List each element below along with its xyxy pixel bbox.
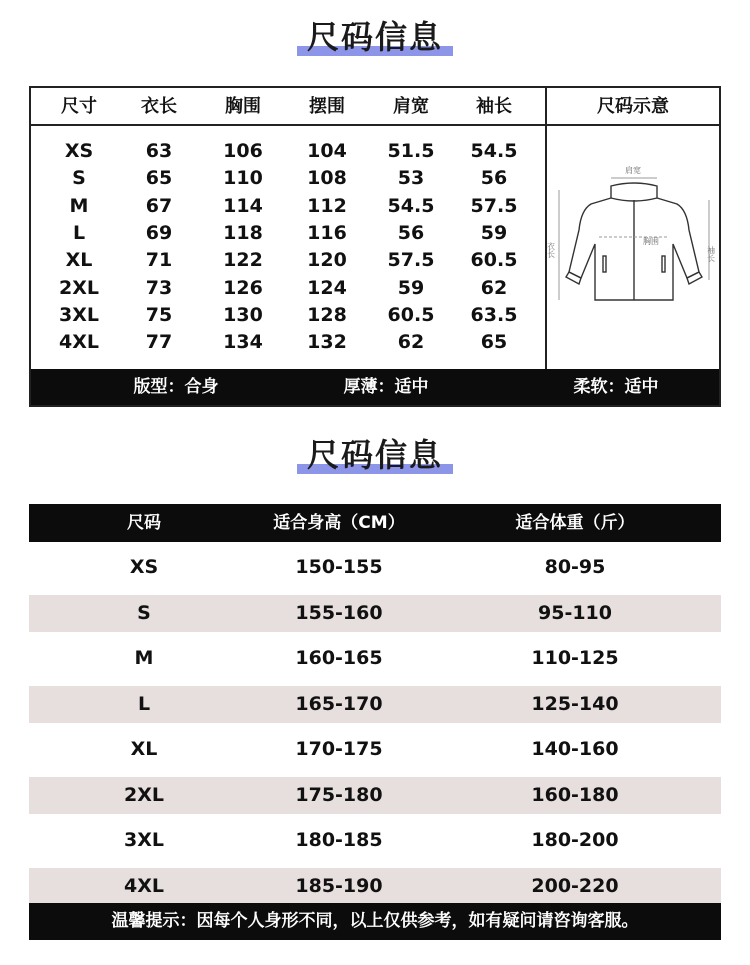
cell-sleeve: 65	[480, 331, 508, 354]
cell-length: 65	[145, 167, 173, 190]
cell-size: L	[72, 221, 86, 244]
heading-text: 尺码信息	[306, 18, 443, 56]
softness-attribute: 柔软：适中	[573, 377, 659, 397]
cell-chest: 130	[223, 303, 263, 326]
header-shoulder: 肩宽	[393, 96, 429, 117]
cell-height-range: 165-170	[295, 692, 383, 715]
cell-size: XS	[64, 140, 94, 162]
cell-length: 67	[145, 194, 173, 217]
garment-size-table-header	[31, 88, 545, 126]
cell-height-range: 175-180	[295, 783, 383, 806]
cell-length: 73	[145, 276, 173, 299]
header-length: 衣长	[141, 96, 177, 117]
cell-length: 71	[145, 249, 173, 272]
cell-shoulder: 56	[397, 221, 425, 244]
cell-sleeve: 62	[480, 276, 508, 299]
cell-shoulder: 62	[397, 331, 425, 354]
cell-sleeve: 59	[480, 221, 508, 244]
header-chest: 胸围	[225, 96, 261, 117]
cell-height-range: 170-175	[295, 738, 383, 760]
label-length: 衣长	[546, 242, 556, 258]
cell-shoulder: 57.5	[387, 249, 435, 272]
cell-height-range: 160-165	[295, 647, 383, 669]
cell-hem: 116	[307, 221, 347, 244]
cell-size-code: XL	[130, 738, 158, 760]
header-size-code: 尺码	[127, 513, 161, 533]
cell-length: 77	[145, 331, 173, 354]
cell-shoulder: 59	[397, 276, 425, 299]
table-row	[29, 640, 721, 677]
cell-height-range: 150-155	[295, 556, 383, 578]
table-row	[29, 731, 721, 768]
header-height: 适合身高（CM）	[273, 513, 405, 533]
cell-height-range: 155-160	[295, 601, 383, 624]
cell-size: M	[69, 194, 89, 217]
header-weight: 适合体重（斤）	[515, 513, 635, 533]
table-row	[29, 868, 721, 905]
cell-hem: 128	[307, 303, 347, 326]
cell-shoulder: 53	[397, 167, 425, 190]
cell-hem: 108	[307, 167, 347, 190]
cell-size: XL	[65, 249, 93, 272]
cell-length: 63	[145, 140, 173, 162]
cell-size-code: M	[134, 647, 154, 669]
label-shoulder: 肩宽	[625, 166, 641, 175]
cell-size-code: S	[137, 601, 151, 624]
label-chest: 胸围	[643, 237, 659, 246]
cell-weight-range: 125-140	[531, 692, 619, 715]
cell-sleeve: 60.5	[470, 249, 518, 272]
cell-chest: 134	[223, 331, 263, 354]
table-row	[29, 777, 721, 814]
fit-attribute: 版型：合身	[133, 377, 219, 397]
cell-chest: 126	[223, 276, 263, 299]
cell-chest: 122	[223, 249, 263, 272]
cell-hem: 124	[307, 276, 347, 299]
cell-weight-range: 95-110	[538, 601, 612, 624]
cell-chest: 114	[223, 194, 263, 217]
cell-hem: 132	[307, 331, 347, 354]
cell-size-code: 4XL	[124, 874, 164, 897]
table-row	[29, 686, 721, 723]
header-size: 尺寸	[61, 96, 97, 117]
cell-size-code: L	[137, 692, 151, 715]
body-size-table-header	[29, 504, 721, 542]
label-sleeve: 袖长	[706, 246, 716, 262]
garment-attributes-bar	[31, 369, 719, 405]
cell-length: 69	[145, 221, 173, 244]
cell-chest: 118	[223, 221, 263, 244]
heading-text: 尺码信息	[306, 436, 443, 474]
jacket-outline-icon	[566, 183, 702, 300]
cell-shoulder: 60.5	[387, 303, 435, 326]
thickness-attribute: 厚薄：适中	[343, 377, 429, 397]
notice-bar: 温馨提示：因每个人身形不同，以上仅供参考，如有疑问请咨询客服。	[29, 903, 721, 940]
cell-weight-range: 200-220	[531, 874, 619, 897]
cell-size: 2XL	[59, 276, 99, 299]
size-info-heading	[0, 12, 750, 58]
table-divider	[545, 88, 547, 369]
cell-chest: 106	[223, 140, 263, 162]
cell-size: S	[72, 167, 86, 190]
diagram-title: 尺码示意	[547, 88, 719, 126]
cell-height-range: 180-185	[295, 829, 383, 851]
table-row	[29, 595, 721, 632]
table-row	[29, 822, 721, 859]
cell-size-code: 3XL	[124, 829, 164, 851]
cell-size-code: XS	[129, 556, 159, 578]
cell-length: 75	[145, 303, 173, 326]
cell-height-range: 185-190	[295, 874, 383, 897]
cell-weight-range: 110-125	[531, 647, 619, 669]
cell-hem: 112	[307, 194, 347, 217]
header-hem: 摆围	[309, 96, 345, 117]
cell-sleeve: 57.5	[470, 194, 518, 217]
cell-size: 4XL	[59, 331, 99, 354]
cell-sleeve: 63.5	[470, 303, 518, 326]
cell-weight-range: 80-95	[544, 556, 606, 578]
table-row	[29, 549, 721, 586]
cell-hem: 120	[307, 249, 347, 272]
cell-weight-range: 140-160	[531, 738, 619, 760]
cell-size-code: 2XL	[124, 783, 164, 806]
size-info-heading-2	[0, 430, 750, 476]
cell-sleeve: 56	[480, 167, 508, 190]
cell-sleeve: 54.5	[470, 140, 518, 162]
header-sleeve: 袖长	[476, 96, 512, 117]
cell-weight-range: 160-180	[531, 783, 619, 806]
cell-shoulder: 51.5	[387, 140, 435, 162]
cell-shoulder: 54.5	[387, 194, 435, 217]
cell-size: 3XL	[59, 303, 99, 326]
jacket-diagram	[546, 160, 717, 320]
cell-weight-range: 180-200	[531, 829, 619, 851]
cell-hem: 104	[307, 140, 347, 162]
garment-size-table	[29, 86, 721, 407]
cell-chest: 110	[223, 167, 263, 190]
